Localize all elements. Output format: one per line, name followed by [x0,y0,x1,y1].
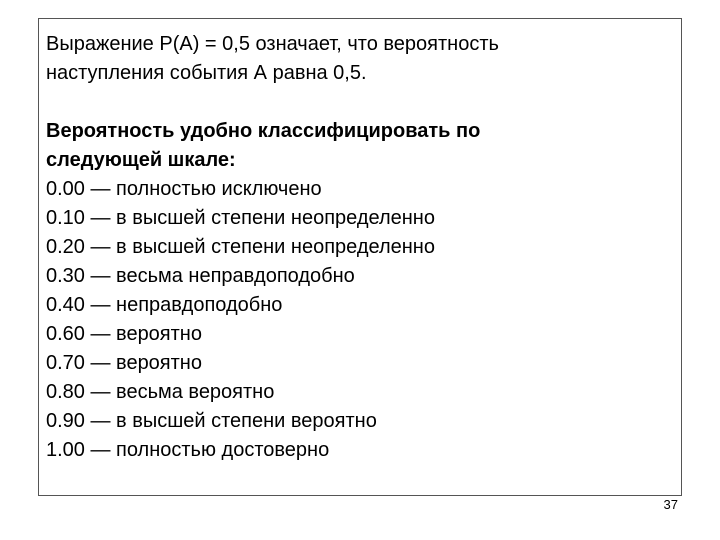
scale-item: 1.00 — полностью достоверно [46,439,330,461]
page-number: 37 [663,497,678,512]
scale-item: 0.30 — весьма неправдоподобно [46,265,355,287]
intro-paragraph [46,30,666,88]
scale-item: 0.70 — вероятно [46,352,202,374]
scale-item: 0.20 — в высшей степени неопределенно [46,236,435,258]
scale-item: 0.90 — в высшей степени вероятно [46,410,377,432]
scale-heading-line: следующей шкале: [46,149,236,171]
scale-item: 0.80 — весьма вероятно [46,381,275,403]
scale-item: 0.10 — в высшей степени неопределенно [46,207,435,229]
paragraph-spacer [46,88,666,117]
probability-scale-list [46,175,666,465]
scale-item: 0.40 — неправдоподобно [46,294,283,316]
scale-heading [46,117,666,175]
scale-heading-line: Вероятность удобно классифицировать по [46,120,481,142]
intro-line: наступления события А равна 0,5. [46,62,367,84]
intro-line: Выражение Р(А) = 0,5 означает, что вероятность [46,33,499,55]
slide-content [46,30,666,465]
scale-item: 0.00 — полностью исключено [46,178,322,200]
scale-item: 0.60 — вероятно [46,323,202,345]
